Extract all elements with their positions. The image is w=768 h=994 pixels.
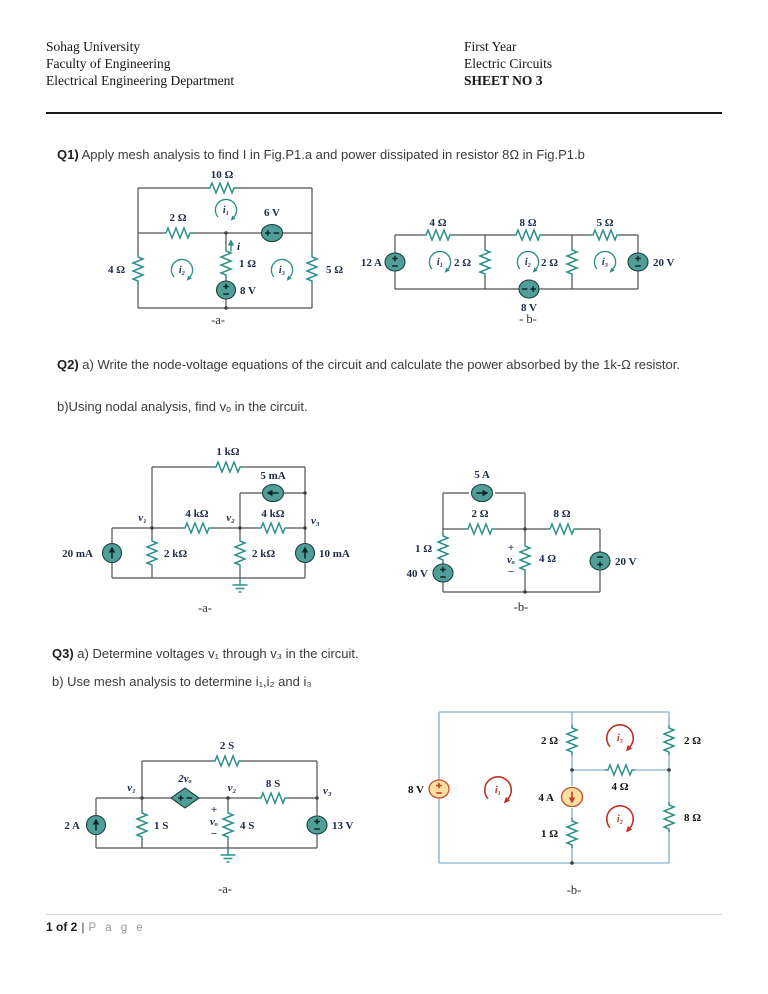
node-dot-v2	[238, 526, 241, 529]
q2-text-a	[50, 356, 710, 374]
label-8-ohm: 8 Ω	[519, 218, 537, 229]
label-v2: v₂	[227, 782, 237, 794]
source-40v	[433, 564, 453, 582]
label-5ma: 5 mA	[260, 470, 286, 482]
resistor-4-ohm	[605, 765, 635, 775]
label-6v: 6 V	[264, 207, 280, 219]
footer-separator: |	[81, 920, 85, 934]
node-dot-v3	[303, 526, 306, 529]
label-5-ohm: 5 Ω	[326, 264, 344, 276]
label-8s: 8 S	[265, 778, 281, 790]
resistor-4-ohm	[423, 230, 453, 240]
ground-symbol	[221, 848, 236, 862]
q2b-wires	[443, 493, 600, 592]
label-8v: 8 V	[521, 302, 537, 314]
source-8v	[429, 780, 449, 798]
resistor-4-ohm	[520, 543, 530, 573]
label-4k-right: 4 kΩ	[261, 508, 285, 520]
label-i1: i₁	[494, 785, 502, 796]
header-rule	[46, 112, 722, 114]
resistor-2k-right	[235, 538, 245, 568]
label-2-ohm-right: 2 Ω	[684, 735, 702, 747]
node-dot-v3	[315, 796, 318, 799]
label-20ma: 20 mA	[62, 548, 93, 560]
q3-body-a: a) Determine voltages v₁ through v₃ in the circuit.	[73, 646, 359, 661]
fig-q3b	[398, 698, 720, 898]
label-v2: v₂	[226, 512, 235, 524]
resistor-2-ohm-right	[664, 725, 674, 755]
source-12a	[385, 253, 405, 271]
resistor-4k-left	[182, 523, 212, 533]
vo-minus: −	[507, 566, 515, 578]
resistor-5-ohm	[590, 230, 620, 240]
q3-text-a	[46, 645, 706, 663]
label-1-ohm: 1 Ω	[540, 828, 558, 840]
year-label: First Year	[464, 39, 517, 54]
label-1s: 1 S	[154, 820, 169, 832]
source-20v	[590, 552, 610, 570]
conductance-8s	[258, 793, 288, 803]
source-20v	[628, 253, 648, 271]
label-20v: 20 V	[653, 257, 675, 269]
label-20v: 20 V	[615, 556, 637, 568]
label-2s: 2 S	[219, 740, 235, 752]
label-1-ohm: 1 Ω	[414, 543, 432, 555]
label-i2: i₂	[524, 257, 532, 268]
label-i2: i₂	[178, 265, 186, 276]
node-dot	[570, 768, 574, 772]
vo-plus: +	[210, 804, 218, 816]
label-4-ohm: 4 Ω	[107, 264, 125, 276]
node-dot	[303, 491, 306, 494]
resistor-10-ohm	[207, 183, 237, 193]
resistor-1-ohm	[221, 248, 231, 278]
resistor-5-ohm	[307, 254, 317, 284]
label-i3: i₃	[278, 265, 286, 276]
q2-label: Q2)	[57, 357, 79, 372]
label-4a: 4 A	[538, 792, 554, 804]
source-13v	[307, 816, 327, 834]
label-12a: 12 A	[360, 257, 382, 269]
resistor-2-ohm	[163, 228, 193, 238]
caption-b: - b-	[519, 312, 537, 326]
label-10-ohm: 10 Ω	[210, 169, 234, 181]
department-name: Electrical Engineering Department	[46, 73, 235, 88]
conductance-2s	[212, 756, 242, 766]
label-v3: v₃	[311, 515, 320, 527]
label-v1: v₁	[127, 782, 136, 794]
resistor-2-ohm-left	[480, 247, 490, 277]
fig-q3a	[60, 710, 390, 900]
node-dot	[523, 527, 526, 530]
q2-body-b: b)Using nodal analysis, find vₒ in the circuit.	[57, 399, 308, 414]
source-4a	[562, 788, 583, 807]
resistor-8-ohm	[547, 524, 577, 534]
conductance-4s	[223, 810, 233, 840]
resistor-2-ohm	[465, 524, 495, 534]
label-2-ohm-mid: 2 Ω	[540, 735, 558, 747]
label-2-ohm: 2 Ω	[471, 508, 489, 520]
footer	[46, 920, 146, 934]
label-4k-left: 4 kΩ	[185, 508, 209, 520]
label-i1: i₁	[222, 205, 230, 216]
resistor-1-ohm	[438, 533, 448, 563]
node-dot-v2	[226, 796, 229, 799]
label-vo: vₒ	[506, 554, 516, 566]
resistor-1-ohm	[567, 818, 577, 848]
label-8v: 8 V	[408, 784, 424, 796]
header-left	[46, 38, 234, 89]
label-4-ohm: 4 Ω	[539, 553, 557, 565]
label-8-ohm: 8 Ω	[553, 508, 571, 520]
label-2-ohm: 2 Ω	[169, 212, 187, 224]
q1-label: Q1)	[57, 147, 79, 162]
node-dot	[667, 768, 671, 772]
label-2k-left: 2 kΩ	[164, 548, 188, 560]
caption-b: -b-	[513, 600, 529, 614]
resistor-2-ohm-right	[567, 247, 577, 277]
source-5ma	[263, 485, 284, 502]
label-i3: i₃	[616, 733, 624, 744]
label-5-ohm: 5 Ω	[596, 218, 614, 229]
ground-symbol	[233, 578, 248, 592]
resistor-1k	[213, 462, 243, 472]
footer-page-word: P a g e	[88, 922, 146, 934]
label-13v: 13 V	[332, 820, 354, 832]
footer-rule	[46, 914, 722, 915]
node-dot-v1	[140, 796, 143, 799]
q3-body-b: b) Use mesh analysis to determine i₁,i₂ and i₃	[52, 674, 312, 689]
q2-text-b	[50, 398, 710, 416]
label-1k: 1 kΩ	[216, 446, 240, 458]
course-label: Electric Circuits	[464, 56, 553, 71]
sheet-number: SHEET NO 3	[464, 73, 543, 88]
source-2a	[87, 816, 106, 835]
q1-body: Apply mesh analysis to find I in Fig.P1.a and power dissipated in resistor 8Ω in Fig.P1.b	[78, 147, 585, 162]
node-dot-v1	[150, 526, 153, 529]
fig-q2a	[55, 438, 365, 618]
caption-b: -b-	[566, 883, 582, 897]
header-right	[464, 38, 552, 89]
label-4-ohm: 4 Ω	[429, 218, 447, 229]
label-i2: i₂	[616, 814, 624, 825]
label-4-ohm: 4 Ω	[611, 781, 629, 793]
fig-q1b	[352, 218, 700, 326]
resistor-8-ohm	[513, 230, 543, 240]
caption-a: -a-	[218, 882, 232, 896]
source-6v	[262, 225, 283, 242]
current-arrow-i	[228, 240, 234, 252]
resistor-4k-right	[258, 523, 288, 533]
caption-a: -a-	[198, 601, 212, 615]
source-8v	[519, 280, 539, 298]
resistor-4-ohm	[133, 254, 143, 284]
source-8v	[217, 281, 236, 299]
node-dot	[224, 231, 227, 234]
q3-label: Q3)	[52, 646, 74, 661]
label-v1: v₁	[138, 512, 147, 524]
label-i3: i₃	[601, 257, 609, 268]
dependent-source-2vo	[171, 788, 199, 808]
node-dot	[224, 306, 227, 309]
q3a-wires	[96, 761, 317, 848]
label-2vo: 2vₒ	[178, 773, 192, 785]
page-number: 1 of 2	[46, 920, 78, 934]
label-vo: vₒ	[209, 816, 219, 828]
label-v3: v₃	[323, 785, 332, 797]
q2-body-a: a) Write the node-voltage equations of the circuit and calculate the power absorbed by the 1k-Ω resistor.	[78, 357, 680, 372]
source-5a	[472, 485, 493, 502]
label-current-i: i	[237, 241, 241, 253]
fig-q2b	[400, 458, 700, 618]
fig-q1a	[105, 166, 360, 330]
caption-a: -a-	[211, 313, 225, 327]
label-2a: 2 A	[64, 820, 80, 832]
label-5a: 5 A	[474, 469, 490, 481]
label-8-ohm: 8 Ω	[684, 812, 702, 824]
faculty-name: Faculty of Engineering	[46, 56, 171, 71]
q1-text	[50, 146, 715, 164]
source-10ma	[296, 544, 315, 563]
node-dot	[570, 861, 574, 865]
conductance-1s	[137, 810, 147, 840]
label-4s: 4 S	[240, 820, 255, 832]
label-2-ohm-left: 2 Ω	[453, 257, 471, 269]
vo-plus: +	[507, 542, 515, 554]
label-1-ohm: 1 Ω	[239, 258, 257, 270]
label-2-ohm-right: 2 Ω	[540, 257, 558, 269]
label-10ma: 10 mA	[319, 548, 350, 560]
vo-minus: −	[210, 828, 218, 840]
university-name: Sohag University	[46, 39, 141, 54]
resistor-2k-left	[147, 538, 157, 568]
label-i1: i₁	[436, 257, 444, 268]
label-8v: 8 V	[240, 285, 256, 297]
label-40v: 40 V	[406, 568, 428, 580]
node-dot	[523, 590, 526, 593]
resistor-2-ohm-mid	[567, 725, 577, 755]
q3-text-b	[46, 673, 706, 691]
source-20ma	[103, 544, 122, 563]
label-2k-right: 2 kΩ	[252, 548, 276, 560]
resistor-8-ohm	[664, 802, 674, 832]
